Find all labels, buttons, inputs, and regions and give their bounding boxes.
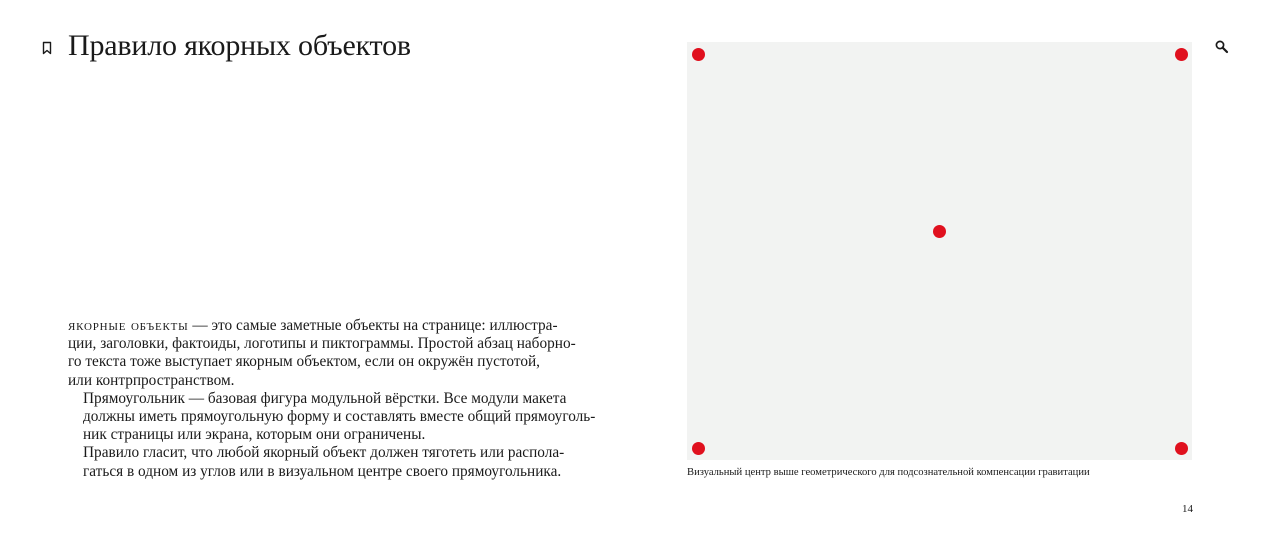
- text-line: Правило гласит, что любой якорный объект должен тяготеть или распола-: [83, 444, 565, 462]
- paragraph-1: [68, 317, 588, 390]
- anchor-dot-bottom-right: [1175, 442, 1188, 455]
- anchor-figure: [687, 42, 1192, 460]
- body-text: [68, 317, 596, 481]
- text-line: го текста тоже выступает якорным объектом, если он окружён пустотой,: [68, 353, 540, 371]
- text-line-part: — это самые заметные объекты на странице: иллюстра-: [188, 317, 558, 334]
- text-line: должны иметь прямоугольную форму и составлять вместе общий прямоуголь-: [83, 408, 596, 426]
- text-line: или контрпространством.: [68, 371, 235, 389]
- text-line: гаться в одном из углов или в визуальном центре своего прямоугольника.: [83, 462, 562, 480]
- anchor-dot-bottom-left: [692, 442, 705, 455]
- text-line: ник страницы или экрана, которым они ограничены.: [83, 426, 426, 444]
- text-line: Прямоугольник — базовая фигура модульной вёрстки. Все модули макета: [83, 389, 567, 407]
- paragraph-3: [68, 444, 588, 480]
- text-line: ции, заголовки, фактоиды, логотипы и пиктограммы. Простой абзац наборно-: [68, 335, 576, 353]
- anchor-dot-top-right: [1175, 48, 1188, 61]
- lead-smallcaps: якорные объекты: [68, 317, 189, 334]
- anchor-dot-top-left: [692, 48, 705, 61]
- figure-caption: Визуальный центр выше геометрического для подсознательной компенсации гравитации: [687, 467, 1090, 478]
- search-icon-glyph: [1214, 39, 1230, 55]
- page-title: Правило якорных объектов: [68, 29, 411, 62]
- paragraph-2: [68, 389, 596, 445]
- bookmark-icon-glyph: [41, 41, 53, 55]
- anchor-dot-visual-center: [933, 225, 946, 238]
- text-line: [68, 317, 588, 335]
- search-icon[interactable]: [1214, 39, 1230, 55]
- page-number: 14: [1182, 503, 1193, 515]
- bookmark-icon[interactable]: [41, 40, 53, 54]
